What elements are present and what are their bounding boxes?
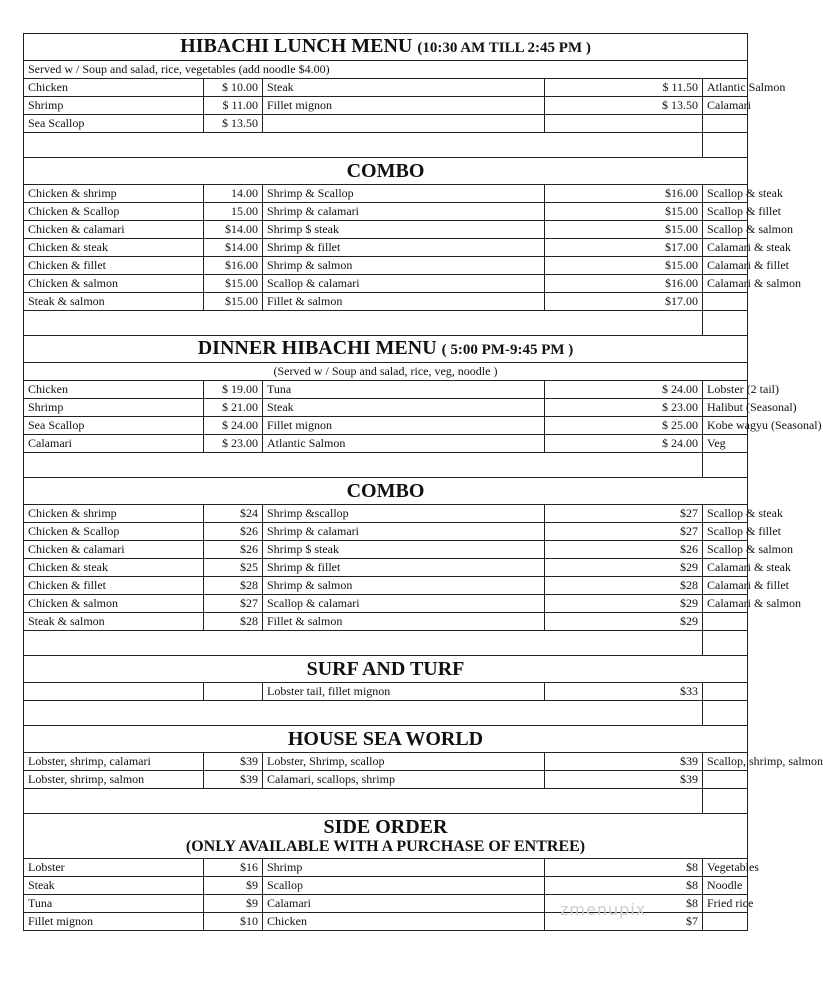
item-price: $ 21.00 <box>204 399 263 417</box>
item-price: $26 <box>204 541 263 559</box>
item-name: Calamari <box>263 895 545 913</box>
section-subtitle: (10:30 AM TILL 2:45 PM ) <box>417 40 591 56</box>
item-name: Calamari <box>703 97 748 115</box>
item-name: Chicken & shrimp <box>24 185 204 203</box>
item-name: Scallop & calamari <box>263 595 545 613</box>
item-name: Noodle <box>703 877 748 895</box>
item-price: $16 <box>204 859 263 877</box>
item-name: Scallop <box>263 877 545 895</box>
item-price: $ 24.00 <box>545 381 703 399</box>
menu-row <box>24 185 748 203</box>
item-name: Calamari & salmon <box>703 275 748 293</box>
item-name <box>703 913 748 931</box>
item-price: $ 11.50 <box>545 79 703 97</box>
menu-row <box>24 417 748 435</box>
item-name: Chicken <box>263 913 545 931</box>
spacer-cell <box>703 133 748 158</box>
item-name: Shrimp & calamari <box>263 203 545 221</box>
menu-row <box>24 239 748 257</box>
item-price: $29 <box>545 559 703 577</box>
section-note: (Served w / Soup and salad, rice, veg, noodle ) <box>24 363 748 381</box>
section-title-text: COMBO <box>346 480 425 502</box>
section-note-row <box>24 363 748 381</box>
item-price: $29 <box>545 613 703 631</box>
section-title <box>24 656 748 683</box>
item-price: $33 <box>545 683 703 701</box>
item-name <box>703 293 748 311</box>
item-price: $28 <box>545 577 703 595</box>
item-name: Lobster (2 tail) <box>703 381 748 399</box>
item-price: $ 10.00 <box>204 79 263 97</box>
item-name: Lobster, Shrimp, scallop <box>263 753 545 771</box>
item-price: 15.00 <box>204 203 263 221</box>
item-price: $9 <box>204 877 263 895</box>
section-title <box>24 34 748 61</box>
item-name: Sea Scallop <box>24 115 204 133</box>
item-name <box>24 683 204 701</box>
section-title-text: HOUSE SEA WORLD <box>287 728 484 750</box>
menu-row <box>24 115 748 133</box>
item-price: $8 <box>545 895 703 913</box>
item-name: Lobster <box>24 859 204 877</box>
item-name: Lobster tail, fillet mignon <box>263 683 545 701</box>
item-price: $25 <box>204 559 263 577</box>
section-title-row <box>24 158 748 185</box>
spacer-cell <box>24 453 703 478</box>
item-name: Chicken & steak <box>24 239 204 257</box>
item-name: Chicken & shrimp <box>24 505 204 523</box>
section-title-text: HIBACHI LUNCH MENU <box>180 35 413 57</box>
spacer-cell <box>703 453 748 478</box>
item-price: $ 19.00 <box>204 381 263 399</box>
menu-row <box>24 683 748 701</box>
item-price: $ 24.00 <box>545 435 703 453</box>
item-name: Fillet mignon <box>263 97 545 115</box>
item-name: Chicken & fillet <box>24 577 204 595</box>
item-price: $7 <box>545 913 703 931</box>
item-name: Lobster, shrimp, calamari <box>24 753 204 771</box>
item-name: Atlantic Salmon <box>263 435 545 453</box>
item-name: Steak <box>24 877 204 895</box>
item-price: $17.00 <box>545 293 703 311</box>
item-name <box>703 683 748 701</box>
spacer-cell <box>24 631 703 656</box>
item-price <box>204 683 263 701</box>
item-price: $ 23.00 <box>204 435 263 453</box>
section-title-row <box>24 34 748 61</box>
item-price: $16.00 <box>204 257 263 275</box>
item-name <box>703 771 748 789</box>
menu-row <box>24 97 748 115</box>
item-price: 14.00 <box>204 185 263 203</box>
item-price: $ 13.50 <box>545 97 703 115</box>
menu-row <box>24 293 748 311</box>
item-price: $27 <box>204 595 263 613</box>
section-title <box>24 336 748 363</box>
spacer-row <box>24 701 748 726</box>
item-price: $8 <box>545 859 703 877</box>
item-name: Tuna <box>24 895 204 913</box>
item-price: $26 <box>545 541 703 559</box>
spacer-cell <box>703 789 748 814</box>
item-price: $15.00 <box>204 275 263 293</box>
item-name: Lobster, shrimp, salmon <box>24 771 204 789</box>
item-name: Vegetables <box>703 859 748 877</box>
item-name: Steak & salmon <box>24 613 204 631</box>
item-name: Shrimp & calamari <box>263 523 545 541</box>
spacer-cell <box>24 311 703 336</box>
item-price: $28 <box>204 613 263 631</box>
item-name: Kobe wagyu (Seasonal) <box>703 417 748 435</box>
section-note: Served w / Soup and salad, rice, vegetables (add noodle $4.00) <box>24 61 748 79</box>
item-name: Shrimp & fillet <box>263 559 545 577</box>
item-name: Shrimp $ steak <box>263 541 545 559</box>
section-title-text: SURF AND TURF <box>306 658 465 680</box>
section-title <box>24 478 748 505</box>
item-name: Halibut (Seasonal) <box>703 399 748 417</box>
item-name: Shrimp & Scallop <box>263 185 545 203</box>
menu-row <box>24 859 748 877</box>
item-price: $16.00 <box>545 185 703 203</box>
item-name: Fillet mignon <box>24 913 204 931</box>
item-price <box>545 115 703 133</box>
watermark: zmenupix <box>560 900 647 919</box>
item-name: Chicken & calamari <box>24 221 204 239</box>
item-name: Scallop & fillet <box>703 523 748 541</box>
item-name: Scallop & salmon <box>703 221 748 239</box>
item-name: Steak <box>263 399 545 417</box>
item-name: Shrimp & salmon <box>263 577 545 595</box>
item-price: $24 <box>204 505 263 523</box>
section-subtitle: ( 5:00 PM-9:45 PM ) <box>441 342 574 358</box>
item-price: $ 13.50 <box>204 115 263 133</box>
item-name: Scallop & calamari <box>263 275 545 293</box>
item-price: $8 <box>545 877 703 895</box>
item-name: Chicken & fillet <box>24 257 204 275</box>
item-name: Tuna <box>263 381 545 399</box>
item-name: Atlantic Salmon <box>703 79 748 97</box>
item-name: Calamari & steak <box>703 559 748 577</box>
item-price: $14.00 <box>204 239 263 257</box>
item-name: Calamari & fillet <box>703 577 748 595</box>
item-name: Fried rice <box>703 895 748 913</box>
spacer-cell <box>24 701 703 726</box>
item-name: Chicken & Scallop <box>24 523 204 541</box>
item-name: Shrimp <box>24 399 204 417</box>
item-price: $ 24.00 <box>204 417 263 435</box>
item-price: $15.00 <box>545 257 703 275</box>
item-price: $39 <box>204 753 263 771</box>
spacer-cell <box>703 311 748 336</box>
item-name: Fillet & salmon <box>263 293 545 311</box>
item-name: Shrimp &scallop <box>263 505 545 523</box>
section-title-row <box>24 336 748 363</box>
item-name: Fillet & salmon <box>263 613 545 631</box>
menu-row <box>24 577 748 595</box>
menu-row <box>24 221 748 239</box>
item-price: $27 <box>545 505 703 523</box>
menu-row <box>24 203 748 221</box>
item-name: Chicken <box>24 381 204 399</box>
item-price: $16.00 <box>545 275 703 293</box>
spacer-row <box>24 631 748 656</box>
menu-row <box>24 257 748 275</box>
item-price: $17.00 <box>545 239 703 257</box>
spacer-cell <box>24 789 703 814</box>
item-name: Scallop & fillet <box>703 203 748 221</box>
item-name: Chicken & Scallop <box>24 203 204 221</box>
section-subtitle: (ONLY AVAILABLE WITH A PURCHASE OF ENTREE) <box>185 838 586 855</box>
item-price: $28 <box>204 577 263 595</box>
item-name: Calamari <box>24 435 204 453</box>
item-name: Chicken & salmon <box>24 275 204 293</box>
item-name: Chicken & steak <box>24 559 204 577</box>
item-name: Chicken & calamari <box>24 541 204 559</box>
item-name: Chicken <box>24 79 204 97</box>
section-title-row <box>24 814 748 859</box>
spacer-row <box>24 133 748 158</box>
menu-row <box>24 771 748 789</box>
item-price: $26 <box>204 523 263 541</box>
item-name: Shrimp & salmon <box>263 257 545 275</box>
item-price: $39 <box>545 771 703 789</box>
item-price: $ 25.00 <box>545 417 703 435</box>
item-price: $14.00 <box>204 221 263 239</box>
item-price: $10 <box>204 913 263 931</box>
spacer-row <box>24 311 748 336</box>
menu-row <box>24 613 748 631</box>
menu-row <box>24 381 748 399</box>
item-price: $ 11.00 <box>204 97 263 115</box>
item-name <box>263 115 545 133</box>
section-title-row <box>24 478 748 505</box>
menu-row <box>24 877 748 895</box>
section-title <box>24 726 748 753</box>
spacer-cell <box>24 133 703 158</box>
item-name: Shrimp <box>263 859 545 877</box>
menu-table <box>23 33 823 931</box>
item-price: $15.00 <box>204 293 263 311</box>
menu-row <box>24 399 748 417</box>
item-name: Calamari & fillet <box>703 257 748 275</box>
menu-row <box>24 523 748 541</box>
spacer-cell <box>703 631 748 656</box>
section-title-row <box>24 656 748 683</box>
item-name: Shrimp <box>24 97 204 115</box>
section-title-text: COMBO <box>346 160 425 182</box>
section-note-row <box>24 61 748 79</box>
item-name: Scallop & steak <box>703 185 748 203</box>
menu-row <box>24 595 748 613</box>
item-name: Scallop & salmon <box>703 541 748 559</box>
section-title <box>24 158 748 185</box>
item-name: Fillet mignon <box>263 417 545 435</box>
menu-row <box>24 79 748 97</box>
spacer-row <box>24 789 748 814</box>
item-name: Scallop & steak <box>703 505 748 523</box>
item-price: $ 23.00 <box>545 399 703 417</box>
item-name: Sea Scallop <box>24 417 204 435</box>
item-price: $9 <box>204 895 263 913</box>
spacer-cell <box>703 701 748 726</box>
section-title-text: DINNER HIBACHI MENU <box>197 337 437 359</box>
menu-row <box>24 559 748 577</box>
item-name: Chicken & salmon <box>24 595 204 613</box>
item-name: Shrimp & fillet <box>263 239 545 257</box>
item-name: Steak <box>263 79 545 97</box>
item-price: $39 <box>545 753 703 771</box>
item-name: Steak & salmon <box>24 293 204 311</box>
item-price: $29 <box>545 595 703 613</box>
item-price: $15.00 <box>545 221 703 239</box>
spacer-row <box>24 453 748 478</box>
item-name: Scallop, shrimp, salmon <box>703 753 748 771</box>
menu-row <box>24 753 748 771</box>
item-price: $39 <box>204 771 263 789</box>
item-name <box>703 613 748 631</box>
item-name: Veg <box>703 435 748 453</box>
menu-row <box>24 435 748 453</box>
item-price: $27 <box>545 523 703 541</box>
item-name: Shrimp $ steak <box>263 221 545 239</box>
item-price: $15.00 <box>545 203 703 221</box>
item-name: Calamari & salmon <box>703 595 748 613</box>
item-name: Calamari & steak <box>703 239 748 257</box>
item-name: Calamari, scallops, shrimp <box>263 771 545 789</box>
menu-row <box>24 275 748 293</box>
section-title-text: SIDE ORDER <box>323 816 448 838</box>
menu-row <box>24 541 748 559</box>
section-title-row <box>24 726 748 753</box>
item-name <box>703 115 748 133</box>
section-title <box>24 814 748 859</box>
menu-row <box>24 505 748 523</box>
